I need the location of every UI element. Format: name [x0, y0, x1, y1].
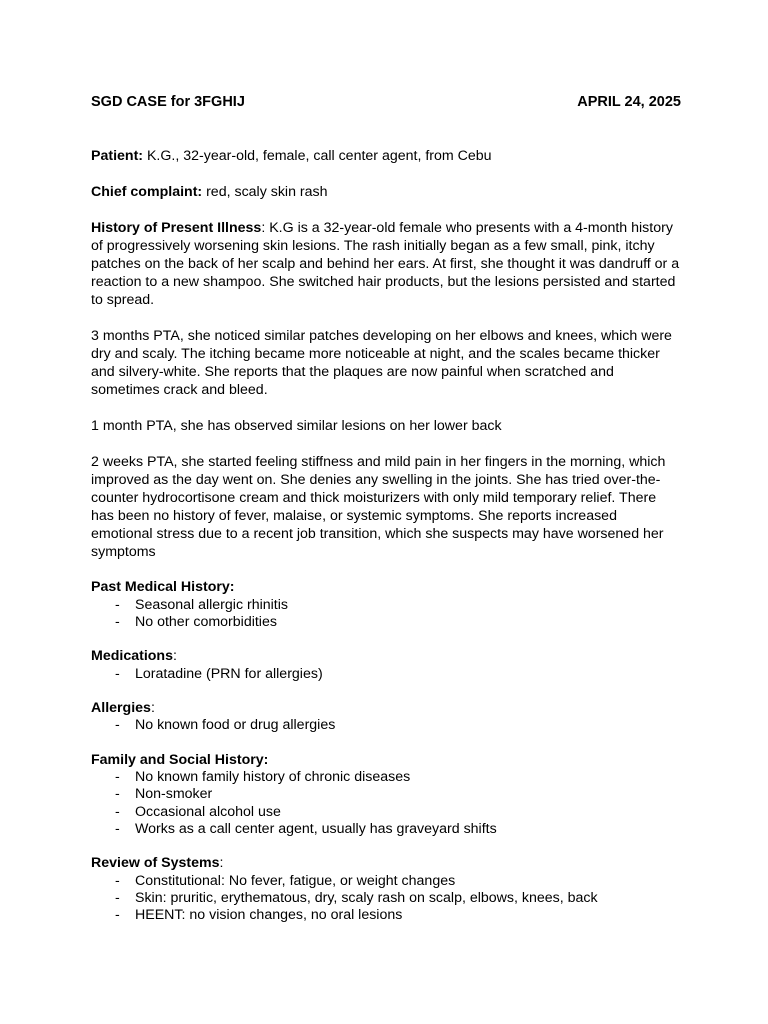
review-of-systems-list — [91, 873, 681, 925]
list-item: - Works as a call center agent, usually has graveyard shifts — [91, 821, 681, 838]
list-item: - No known family history of chronic diseases — [91, 769, 681, 786]
chief-complaint-value: red, scaly skin rash — [202, 184, 328, 200]
document-header — [91, 93, 681, 111]
case-date: APRIL 24, 2025 — [577, 94, 681, 110]
list-item: - Loratadine (PRN for allergies) — [91, 666, 681, 683]
review-of-systems-section — [91, 855, 681, 924]
list-item: - Skin: pruritic, erythematous, dry, scaly rash on scalp, elbows, knees, back — [91, 890, 681, 907]
hpi-paragraph-2: 3 months PTA, she noticed similar patches developing on her elbows and knees, which were dry and scaly. The itching became more noticeable at night, and the scales became thicker and silvery-white. She reports that the plaques are now painful when scratched and sometimes crack and bleed. — [91, 328, 672, 398]
list-item: - Occasional alcohol use — [91, 804, 681, 821]
chief-complaint-line — [91, 183, 681, 201]
list-item: - Constitutional: No fever, fatigue, or weight changes — [91, 873, 681, 890]
medications-list — [91, 666, 681, 683]
case-title: SGD CASE for 3FGHIJ — [91, 94, 245, 110]
list-item: - Non-smoker — [91, 786, 681, 803]
allergies-label: Allergies — [91, 699, 151, 716]
list-item: - Seasonal allergic rhinitis — [91, 597, 681, 614]
family-social-history-list — [91, 769, 681, 838]
list-item: - No known food or drug allergies — [91, 717, 681, 734]
review-of-systems-label: Review of Systems — [91, 855, 220, 872]
hpi-paragraph-3: 1 month PTA, she has observed similar lesions on her lower back — [91, 418, 502, 434]
list-item: - HEENT: no vision changes, no oral lesions — [91, 907, 681, 924]
patient-line — [91, 147, 681, 165]
hpi-paragraph-1 — [91, 219, 681, 309]
family-social-history-section — [91, 752, 681, 839]
chief-complaint-label: Chief complaint: — [91, 184, 203, 200]
patient-value: K.G., 32-year-old, female, call center agent, from Cebu — [143, 148, 492, 164]
past-medical-history-section — [91, 579, 681, 631]
hpi-paragraph-4: 2 weeks PTA, she started feeling stiffness and mild pain in her fingers in the morning, which improved as the day went on. She denies any swelling in the joints. She has tried over-the-counter hydrocortisone cream and thick moisturizers with only mild temporary relief. There has been no history of fever, malaise, or systemic symptoms. She reports increased emotional stress due to a recent job transition, which she suspects may have worsened her symptoms — [91, 454, 666, 560]
review-of-systems-suffix: : — [219, 855, 224, 872]
allergies-suffix: : — [150, 699, 155, 716]
medications-suffix: : — [173, 648, 177, 665]
allergies-section — [91, 700, 681, 735]
hpi-label: History of Present Illness — [91, 220, 262, 236]
hpi-text-1: : K.G is a 32-year-old female who presents with a 4-month history of progressively worsening skin lesions. The rash initially began as a few small, pink, itchy patches on the back of her scalp and behind her ears. At first, she thought it was dandruff or a reaction to a new shampoo. She switched hair products, but the lesions persisted and started to spread. — [91, 220, 680, 308]
list-item: - No other comorbidities — [91, 614, 681, 631]
past-medical-history-list — [91, 597, 681, 632]
medications-label: Medications — [91, 648, 173, 665]
patient-label: Patient: — [91, 148, 144, 164]
medications-section — [91, 648, 681, 683]
family-social-history-label: Family and Social History: — [91, 751, 269, 768]
past-medical-history-label: Past Medical History: — [91, 579, 235, 595]
allergies-list — [91, 717, 681, 734]
document-page — [91, 93, 681, 925]
